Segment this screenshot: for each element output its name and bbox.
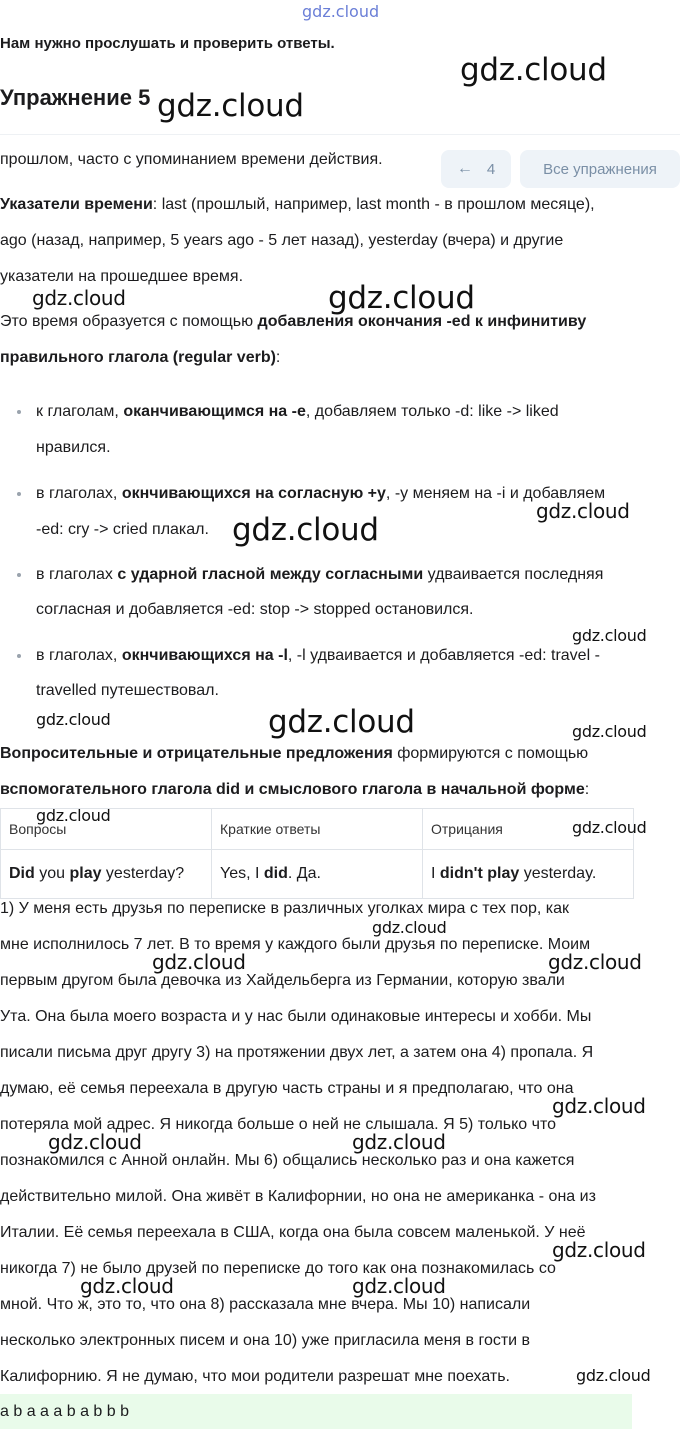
questions-colon: : [584, 781, 590, 798]
watermark: gdz.cloud [572, 818, 647, 837]
formation-line-2 [0, 348, 280, 368]
all-exercises-button[interactable] [520, 150, 680, 188]
top-watermark: gdz.cloud [302, 2, 380, 21]
cell-bold: play [69, 865, 102, 882]
watermark: gdz.cloud [157, 88, 304, 124]
rule-text: удваивается последняя [423, 566, 604, 583]
rule-line-2: согласная и добавляется -ed: stop -> stopped остановился. [36, 601, 474, 618]
watermark: gdz.cloud [576, 1366, 651, 1385]
cell-bold: didn't play [439, 865, 520, 882]
translation-line: несколько электронных писем и она 10) уже пригласила меня в гости в [0, 1332, 531, 1349]
rule-line-2: travelled путешествовал. [36, 682, 219, 699]
cell-text: I [431, 865, 440, 882]
arrow-left-icon: ← [456, 160, 473, 177]
rule-line-2: -ed: cry -> cried плакал. [36, 521, 209, 538]
formation-colon: : [275, 349, 281, 366]
rule-bold: оканчивающимся на -e [123, 403, 306, 420]
watermark: gdz.cloud [36, 710, 111, 729]
time-markers-text: : last (прошлый, например, last month - в прошлом месяце), [152, 196, 595, 213]
watermark: gdz.cloud [152, 950, 246, 974]
translation-line: мне исполнилось 7 лет. В то время у каждого были друзья по переписке. Моим [0, 936, 591, 953]
questions-line-1 [0, 744, 588, 764]
cell-text: Yes, I [220, 865, 264, 882]
table-cell [212, 850, 423, 899]
translation-line: первым другом была девочка из Хайдельберга из Германии, которую звали [0, 972, 565, 989]
time-markers-line-3: указатели на прошедшее время. [0, 268, 244, 285]
cell-text: yesterday. [519, 865, 597, 882]
time-markers-line-1 [0, 195, 595, 215]
watermark: gdz.cloud [352, 1130, 446, 1154]
bullet-dot [17, 410, 21, 414]
watermark: gdz.cloud [572, 722, 647, 741]
watermark: gdz.cloud [328, 280, 475, 316]
answers-bar [0, 1394, 632, 1429]
time-markers-label: Указатели времени [0, 196, 153, 213]
rule-text: в глаголах [36, 566, 118, 583]
rule-text: в глаголах, [36, 647, 122, 664]
time-markers-line-2: ago (назад, например, 5 years ago - 5 лет назад), yesterday (вчера) и другие [0, 232, 564, 249]
questions-bold: Вопросительные и отрицательные предложения [0, 745, 393, 762]
questions-text: формируются с помощью [392, 745, 589, 762]
table-cell [1, 850, 212, 899]
cell-bold: did [263, 865, 288, 882]
questions-line-2 [0, 780, 589, 800]
formation-line-1 [0, 312, 586, 332]
rule-bold: с ударной гласной между согласными [117, 566, 424, 583]
translation-line: познакомился с Анной онлайн. Мы 6) общались несколько раз и она кажется [0, 1152, 575, 1169]
watermark: gdz.cloud [32, 286, 126, 310]
watermark: gdz.cloud [48, 1130, 142, 1154]
rule-line [36, 402, 559, 422]
table-header-cell: Вопросы [1, 809, 212, 850]
rule-bold: окнчивающихся на -l [121, 647, 288, 664]
watermark: gdz.cloud [572, 626, 647, 645]
watermark: gdz.cloud [548, 950, 642, 974]
watermark: gdz.cloud [552, 1094, 646, 1118]
table-row [1, 850, 634, 899]
table-header-cell: Отрицания [423, 809, 634, 850]
translation-line: Ута. Она была моего возраста и у нас были одинаковые интересы и хобби. Мы [0, 1008, 592, 1025]
auxiliary-verb-bold: вспомогательного глагола did и смыслового глагола в начальной форме [0, 781, 585, 798]
watermark: gdz.cloud [232, 512, 379, 548]
rule-bold: окнчивающихся на согласную +y [121, 485, 386, 502]
prev-exercise-button[interactable] [441, 150, 511, 188]
formation-text: Это время образуется с помощью [0, 313, 258, 330]
table-cell [423, 850, 634, 899]
rule-text: к глаголам, [36, 403, 124, 420]
watermark: gdz.cloud [536, 499, 630, 523]
rule-text: , добавляем только -d: like -> liked [305, 403, 559, 420]
translation-line: действительно милой. Она живёт в Калифорнии, но она не американка - она из [0, 1188, 596, 1205]
watermark: gdz.cloud [36, 806, 111, 825]
cell-text: yesterday? [101, 865, 185, 882]
translation-line: 1) У меня есть друзья по переписке в различных уголках мира с тех пор, как [0, 900, 569, 917]
bullet-dot [17, 654, 21, 658]
rule-text: в глаголах, [36, 485, 122, 502]
cell-bold: Did [9, 865, 35, 882]
watermark: gdz.cloud [552, 1238, 646, 1262]
watermark: gdz.cloud [80, 1274, 174, 1298]
rule-line [36, 646, 600, 666]
rule-line-2: нравился. [36, 439, 111, 456]
translation-line: потеряла мой адрес. Я никогда больше о ней не слышала. Я 5) только что [0, 1116, 557, 1133]
regular-verb-label: правильного глагола (regular verb) [0, 349, 276, 366]
cell-text: you [34, 865, 70, 882]
rule-text: , -l удваивается и добавляется -ed: travel - [287, 647, 600, 664]
translation-line: писали письма друг другу 3) на протяжении двух лет, а затем она 4) пропала. Я [0, 1044, 594, 1061]
translation-line: Калифорнию. Я не думаю, что мои родители разрешат мне поехать. [0, 1368, 510, 1385]
watermark: gdz.cloud [352, 1274, 446, 1298]
cell-text: . Да. [287, 865, 321, 882]
bullet-dot [17, 573, 21, 577]
translation-line: Италии. Её семья переехала в США, когда она была совсем маленькой. У неё [0, 1224, 586, 1241]
translation-line: никогда 7) не было друзей по переписке до того как она познакомилась со [0, 1260, 556, 1277]
rule-text: , -y меняем на -i и добавляем [385, 485, 606, 502]
watermark: gdz.cloud [268, 704, 415, 740]
rule-line [36, 565, 603, 585]
intro-text: Нам нужно прослушать и проверить ответы. [0, 35, 335, 52]
translation-line: мной. Что ж, это то, что она 8) рассказала мне вчера. Мы 10) написали [0, 1296, 531, 1313]
theory-line: прошлом, часто с упоминанием времени действия. [0, 151, 383, 168]
all-exercises-label: Все упражнения [543, 160, 657, 178]
watermark: gdz.cloud [372, 918, 447, 937]
prev-exercise-label: 4 [486, 160, 496, 178]
translation-line: думаю, её семья переехала в другую часть страны и я предполагаю, что она [0, 1080, 574, 1097]
rule-line [36, 484, 605, 504]
exercise-title: Упражнение 5 [0, 85, 151, 110]
answers-text: a b a a a b a b b b [0, 1403, 129, 1420]
table-header-cell: Краткие ответы [212, 809, 423, 850]
bullet-dot [17, 492, 21, 496]
formation-bold: добавления окончания -ed к инфинитиву [257, 313, 587, 330]
watermark: gdz.cloud [460, 52, 607, 88]
